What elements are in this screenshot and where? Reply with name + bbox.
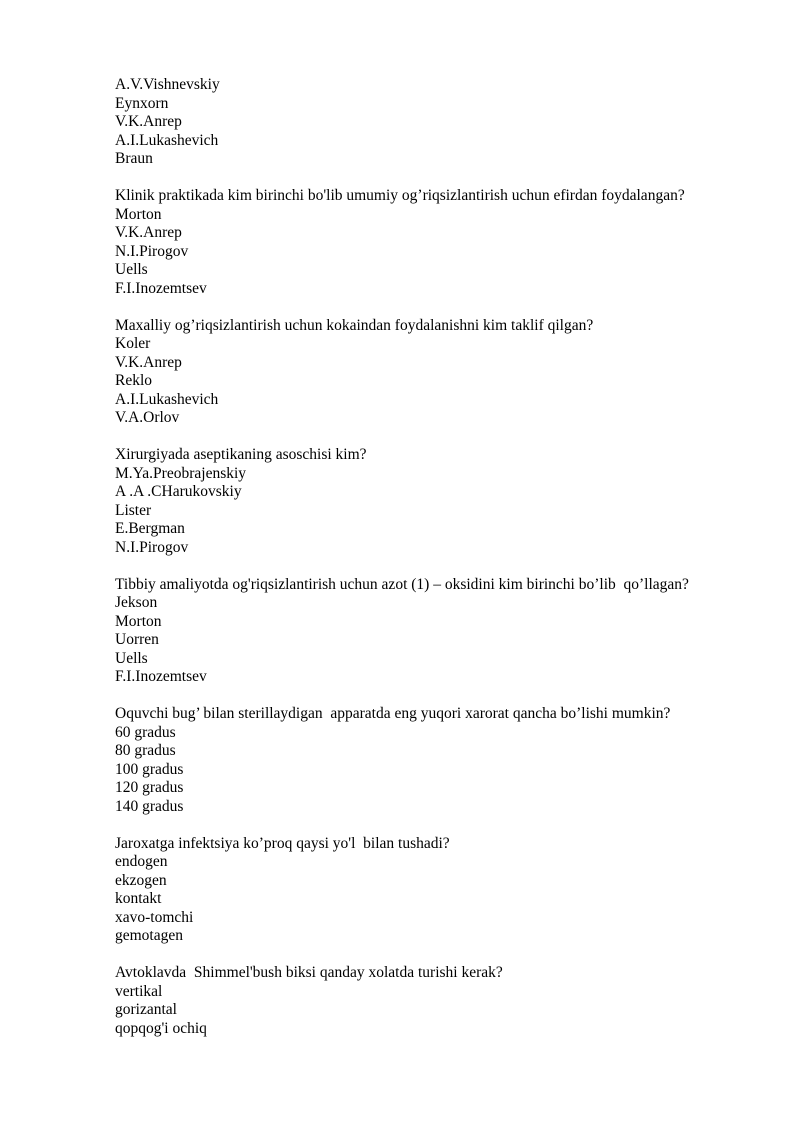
answer-option: ekzogen — [115, 871, 167, 889]
answer-option: Eynxorn — [115, 94, 169, 112]
answer-option: kontakt — [115, 890, 162, 907]
answer-option: xavo-tomchi — [115, 908, 194, 926]
answer-option: A.I.Lukashevich — [115, 131, 219, 149]
answer-option: 120 gradus — [115, 779, 184, 796]
question-text: Oquvchi bug’ bilan sterillaydigan apparatda eng yuqori xarorat qancha bo’lishi mumkin? — [115, 705, 671, 722]
spacer — [115, 946, 755, 965]
spacer — [115, 169, 755, 188]
answer-option: F.I.Inozemtsev — [115, 668, 207, 685]
answer-option: gorizantal — [115, 1001, 177, 1018]
intro-answer-list — [115, 76, 755, 169]
question-text: Avtoklavda Shimmel'bush biksi qanday xolatda turishi kerak? — [115, 964, 503, 981]
answer-option: Uells — [115, 261, 148, 278]
answer-option: M.Ya.Preobrajenskiy — [115, 464, 247, 482]
answer-option: Morton — [115, 205, 162, 223]
spacer — [115, 428, 755, 447]
answer-option: Jekson — [115, 594, 158, 611]
answer-option: A.I.Lukashevich — [115, 390, 219, 408]
answer-option: Koler — [115, 335, 151, 352]
answer-option: Uells — [115, 649, 148, 667]
answer-option: vertikal — [115, 982, 163, 1000]
question-text: Jaroxatga infektsiya ko’proq qaysi yo'l bilan tushadi? — [115, 834, 450, 852]
answer-option: Reklo — [115, 372, 153, 389]
answer-option: Morton — [115, 612, 162, 630]
answer-option: Braun — [115, 150, 153, 167]
question-text: Tibbiy amaliyotda og'riqsizlantirish uchun azot (1) – oksidini kim birinchi bo’lib qo’llagan? — [115, 575, 689, 593]
question-block — [115, 705, 755, 816]
answer-option: endogen — [115, 853, 168, 870]
answer-option: N.I.Pirogov — [115, 242, 189, 260]
spacer — [115, 557, 755, 576]
answer-option: V.K.Anrep — [115, 353, 182, 371]
question-block — [115, 446, 755, 557]
spacer — [115, 816, 755, 835]
answer-option: qopqog'i ochiq — [115, 1019, 207, 1037]
question-block — [115, 187, 755, 298]
spacer — [115, 298, 755, 317]
answer-option: 60 gradus — [115, 723, 176, 741]
question-block — [115, 964, 755, 1038]
answer-option: N.I.Pirogov — [115, 538, 189, 556]
answer-option: 80 gradus — [115, 742, 176, 759]
answer-option: V.K.Anrep — [115, 224, 182, 241]
answer-option: 140 gradus — [115, 797, 184, 815]
question-text: Xirurgiyada aseptikaning asoschisi kim? — [115, 446, 367, 463]
answer-option: F.I.Inozemtsev — [115, 279, 207, 297]
answer-option: gemotagen — [115, 927, 184, 944]
answer-option: A.V.Vishnevskiy — [115, 76, 220, 93]
answer-option: V.A.Orlov — [115, 409, 180, 426]
answer-option: V.K.Anrep — [115, 113, 182, 130]
document-page — [115, 76, 755, 1038]
spacer — [115, 687, 755, 706]
answer-option: E.Bergman — [115, 520, 185, 537]
question-block — [115, 317, 755, 428]
question-block — [115, 835, 755, 946]
answer-option: 100 gradus — [115, 760, 184, 778]
answer-option: Lister — [115, 501, 152, 519]
answer-option: Uorren — [115, 631, 159, 648]
question-text: Maxalliy og’riqsizlantirish uchun kokaindan foydalanishni kim taklif qilgan? — [115, 316, 594, 334]
question-block — [115, 576, 755, 687]
answer-option: A .A .CHarukovskiy — [115, 483, 242, 500]
question-text: Klinik praktikada kim birinchi bo'lib umumiy og’riqsizlantirish uchun efirdan foydalangan? — [115, 187, 685, 204]
